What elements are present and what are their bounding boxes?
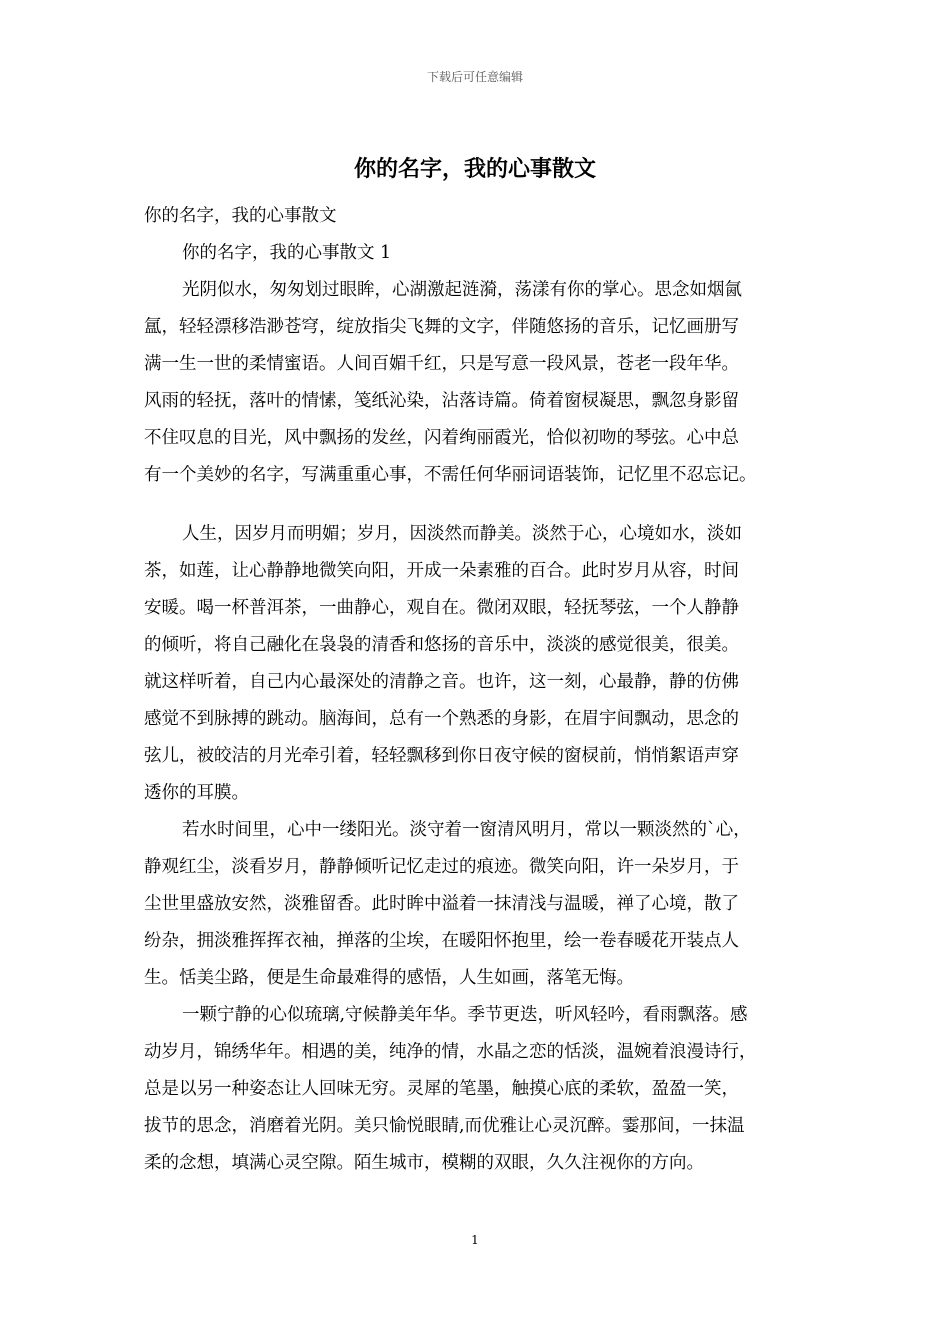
paragraph-line: 总是以另一种姿态让人回味无穷。灵犀的笔墨，触摸心底的柔软，盈盈一笑， [144,1079,739,1099]
paragraph-line: 风雨的轻抚，落叶的情愫，笺纸沁染，沾落诗篇。倚着窗棂凝思，飘忽身影留 [144,391,739,411]
paragraph-line: 光阴似水，匆匆划过眼眸，心湖激起涟漪，荡漾有你的掌心。思念如烟氤 [182,280,742,300]
section-heading: 你的名字，我的心事散文 1 [182,243,392,263]
paragraph-line: 安暖。喝一杯普洱茶，一曲静心，观自在。微闭双眼，轻抚琴弦，一个人静静 [144,598,739,618]
paragraph-line: 就这样听着，自己内心最深处的清静之音。也许，这一刻，心最静，静的仿佛 [144,672,739,692]
paragraph-line: 茶，如莲，让心静静地微笑向阳，开成一朵素雅的百合。此时岁月从容，时间 [144,561,739,581]
paragraph-1 [144,272,828,494]
paragraph-line: 尘世里盛放安然，淡雅留香。此时眸中溢着一抹清浅与温暖，禅了心境，散了 [144,894,739,914]
document-body [144,198,828,1182]
paragraph-line: 的倾听，将自己融化在袅袅的清香和悠扬的音乐中，淡淡的感觉很美，很美。 [144,635,739,655]
page-header-note: 下载后可任意编辑 [426,70,523,84]
paragraph-line: 感觉不到脉搏的跳动。脑海间，总有一个熟悉的身影，在眉宇间飘动，思念的 [144,709,739,729]
paragraph-line: 静观红尘，淡看岁月，静静倾听记忆走过的痕迹。微笑向阳，许一朵岁月，于 [144,857,739,877]
paragraph-line: 人生，因岁月而明媚；岁月，因淡然而静美。淡然于心，心境如水，淡如 [182,524,742,544]
paragraph-line: 氲，轻轻漂移浩渺苍穹，绽放指尖飞舞的文字，伴随悠扬的音乐，记忆画册写 [144,317,739,337]
paragraph-line: 透你的耳膜。 [144,783,249,803]
paragraph-2 [144,516,828,812]
paragraph-spacer [144,494,828,516]
paragraph-line: 弦儿，被皎洁的月光牵引着，轻轻飘移到你日夜守候的窗棂前，悄悄絮语声穿 [144,746,739,766]
document-title: 你的名字，我的心事散文 [353,156,596,182]
paragraph-3 [144,812,828,997]
paragraph-line: 满一生一世的柔情蜜语。人间百媚千红，只是写意一段风景，苍老一段年华。 [144,354,739,374]
paragraph-line: 不住叹息的目光，风中飘扬的发丝，闪着绚丽霞光，恰似初吻的琴弦。心中总 [144,428,739,448]
paragraph-line: 生。恬美尘路，便是生命最难得的感悟，人生如画，落笔无悔。 [144,968,634,988]
paragraph-line: 拔节的思念，消磨着光阴。美只愉悦眼睛,而优雅让心灵沉醉。霎那间，一抹温 [144,1116,745,1136]
paragraph-line: 有一个美妙的名字，写满重重心事，不需任何华丽词语装饰，记忆里不忍忘记。 [144,465,757,485]
paragraph-line: 动岁月，锦绣华年。相遇的美，纯净的情，水晶之恋的恬淡，温婉着浪漫诗行， [144,1042,757,1062]
paragraph-line: 柔的念想，填满心灵空隙。陌生城市，模糊的双眼，久久注视你的方向。 [144,1153,704,1173]
paragraph-line: 若水时间里，心中一缕阳光。淡守着一窗清风明月，常以一颗淡然的`心， [182,820,751,840]
paragraph-4 [144,997,828,1182]
document-subtitle: 你的名字，我的心事散文 [144,206,337,226]
page-number: 1 [471,1233,479,1247]
paragraph-line: 一颗宁静的心似琉璃,守候静美年华。季节更迭，听风轻吟，看雨飘落。感 [182,1005,748,1025]
paragraph-line: 纷杂，拥淡雅挥挥衣袖，掸落的尘埃，在暖阳怀抱里，绘一卷春暖花开装点人 [144,931,739,951]
